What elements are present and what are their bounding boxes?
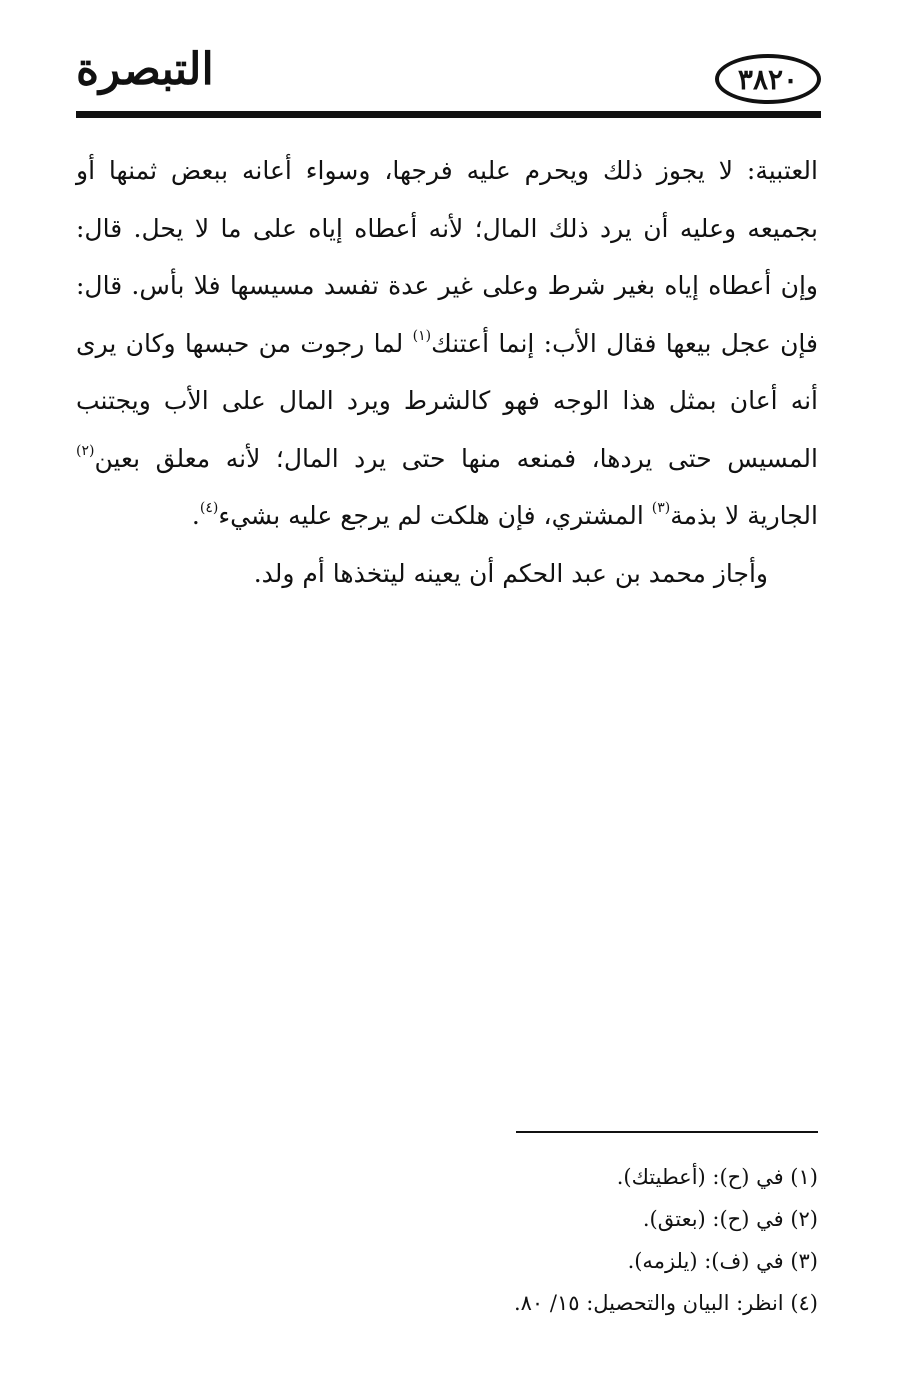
text-segment: العتبية: لا يجوز ذلك ويحرم عليه فرجها، وسواء أعانه ببعض ثمنها أو بجميعه وعليه أن يرد ذلك المال؛ لأنه أعطاه إياه على ما لا يحل. قال: وإن أعطاه إياه بغير شرط وعلى غير عدة تفسد مسيسها فلا بأس. قال: فإن عجل بيعها فقال الأب: إنما أعتنك xyxy=(76,156,818,358)
footnote-ref-1[interactable]: (١) xyxy=(412,327,432,344)
text-segment: الجارية لا بذمة xyxy=(670,501,818,530)
text-segment: المشتري، فإن هلكت لم يرجع عليه بشيء xyxy=(218,501,652,530)
paragraph-1 xyxy=(76,142,818,545)
page-number: ٣٨٢٠ xyxy=(715,54,821,104)
text-segment: . xyxy=(191,501,200,530)
paragraph-2: وأجاز محمد بن عبد الحكم أن يعينه ليتخذها أم ولد. xyxy=(253,558,768,588)
main-text xyxy=(76,142,818,602)
footnote-separator xyxy=(516,1131,818,1133)
footnote-3: (٣) في (ف): (يلزمه). xyxy=(627,1249,818,1273)
header-rule xyxy=(76,111,821,118)
footnote-ref-2[interactable]: (٢) xyxy=(76,442,95,459)
text-segment: لما رجوت من حبسها وكان يرى أنه أعان بمثل هذا الوجه فهو كالشرط ويرد المال على الأب ويجتنب المسيس حتى يردها، فمنعه منها حتى يرد المال؛ لأنه معلق بعين xyxy=(76,328,818,473)
footnote-1: (١) في (ح): (أعطيتك). xyxy=(616,1165,818,1189)
footnote-2: (٢) في (ح): (بعتق). xyxy=(642,1207,818,1231)
footnotes xyxy=(76,1156,818,1324)
footnote-ref-4[interactable]: (٤) xyxy=(199,500,219,516)
book-title: التبصرة xyxy=(76,44,214,95)
footnote-4: (٤) انظر: البيان والتحصيل: ١٥/ ٨٠. xyxy=(513,1291,818,1315)
footnote-ref-3[interactable]: (٣) xyxy=(651,500,671,516)
page-header xyxy=(76,46,821,118)
